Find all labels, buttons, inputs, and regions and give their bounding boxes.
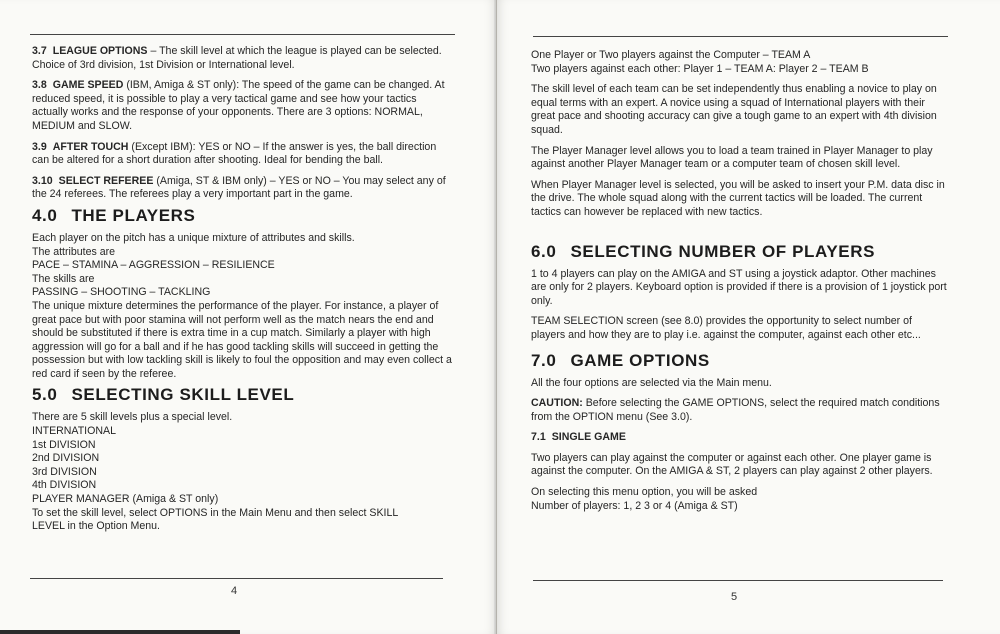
top-rule xyxy=(533,36,948,37)
heading-the-players: 4.0 THE PLAYERS xyxy=(32,205,196,225)
section-3-10: 3.10 SELECT REFEREE (Amiga, ST & IBM only) – YES or NO – You may select any of the 24 referees. The referees play a very important part in the game. xyxy=(32,174,446,201)
player-manager-paragraph: The Player Manager level allows you to load a team trained in Player Manager to play against another Player Manager team or a computer team of chosen skill level. xyxy=(531,144,933,171)
single-game-paragraph: Two players can play against the computer or against each other. One player game is against the computer. On the AMIGA & ST, 2 players can play against 2 other players. xyxy=(531,451,933,478)
section-3-7: 3.7 LEAGUE OPTIONS – The skill level at which the league is played can be selected. Choice of 3rd division, 1st Division or International level. xyxy=(32,45,442,71)
caution-paragraph: CAUTION: Before selecting the GAME OPTIONS, select the required match conditions from the OPTION menu (See 3.0). xyxy=(531,397,940,423)
bottom-rule xyxy=(30,578,443,579)
team-selection-paragraph: TEAM SELECTION screen (see 8.0) provides the opportunity to select number of players and how they are to play i.e. against the computer, against each other etc... xyxy=(531,315,921,341)
page-edge-shadow xyxy=(0,630,240,634)
heading-game-options: 7.0 GAME OPTIONS xyxy=(531,350,710,370)
skill-independence-paragraph: The skill level of each team can be set independently thus enabling a novice to play on equal terms with an expert. A novice using a squad of International players with their great pace and shooting accuracy can give a tough game to an expert with 4th division squad. xyxy=(531,83,937,136)
joystick-paragraph: 1 to 4 players can play on the AMIGA and ST using a joystick adaptor. Other machines are only for 2 players. Keyboard option is provided if there is a provision of 1 joystick port only. xyxy=(531,267,947,307)
heading-selecting-skill-level: 5.0 SELECTING SKILL LEVEL xyxy=(32,385,295,405)
team-assignment-lines: One Player or Two players against the Computer – TEAM A Two players against each other: Player 1 – TEAM A: Player 2 – TEAM B xyxy=(531,49,869,75)
right-page-content xyxy=(531,49,949,513)
page-number: 4 xyxy=(231,585,238,597)
page-number: 5 xyxy=(731,591,738,603)
pm-disc-paragraph: When Player Manager level is selected, you will be asked to insert your P.M. data disc in the drive. The whole squad along with the current tactics will be loaded. The current tactics can however be replaced with new tactics. xyxy=(531,178,945,218)
left-page-content xyxy=(32,45,452,534)
section-7-1-heading: 7.1 SINGLE GAME xyxy=(531,431,626,444)
number-of-players-lines: On selecting this menu option, you will be asked Number of players: 1, 2 3 or 4 (Amiga & ST) xyxy=(531,486,758,512)
players-paragraph: The unique mixture determines the performance of the player. For instance, a player of great pace but with poor stamina will not perform well as the match nears the end and should be substituted if there is extra time in a cup match. Similarly a player with high aggression will go for a ball and if he has good tackling skills will succeed in getting the possession but with low tackling skill is likely to foul the opposition and may even collect a red card if seen by the referee. xyxy=(32,299,452,380)
players-attribute-lines: Each player on the pitch has a unique mixture of attributes and skills. The attributes are PACE – STAMINA – AGGRESSION – RESILIENCE The skills are PASSING – SHOOTING – TACKLING xyxy=(32,231,355,299)
left-page xyxy=(0,0,497,634)
bottom-rule xyxy=(533,580,943,581)
skill-level-lines: There are 5 skill levels plus a special level. INTERNATIONAL 1st DIVISION 2nd DIVISION 3rd DIVISION 4th DIVISION PLAYER MANAGER (Amiga & ST only) To set the skill level, select OPTIONS in the Main Menu and then select SKILL LEVEL in the Option Menu. xyxy=(32,411,399,533)
heading-selecting-number-of-players: 6.0 SELECTING NUMBER OF PLAYERS xyxy=(531,241,876,261)
top-rule xyxy=(30,34,455,35)
section-3-8: 3.8 GAME SPEED (IBM, Amiga & ST only): The speed of the game can be changed. At reduced speed, it is possible to play a very tactical game and see how your tactics actually works and the response of your opponents. There are 3 options: NORMAL, MEDIUM and SLOW. xyxy=(32,79,445,132)
section-3-9: 3.9 AFTER TOUCH (Except IBM): YES or NO – If the answer is yes, the ball direction can be altered for a short duration after shooting. Ideal for bending the ball. xyxy=(32,140,437,167)
main-menu-paragraph: All the four options are selected via the Main menu. xyxy=(531,376,772,389)
